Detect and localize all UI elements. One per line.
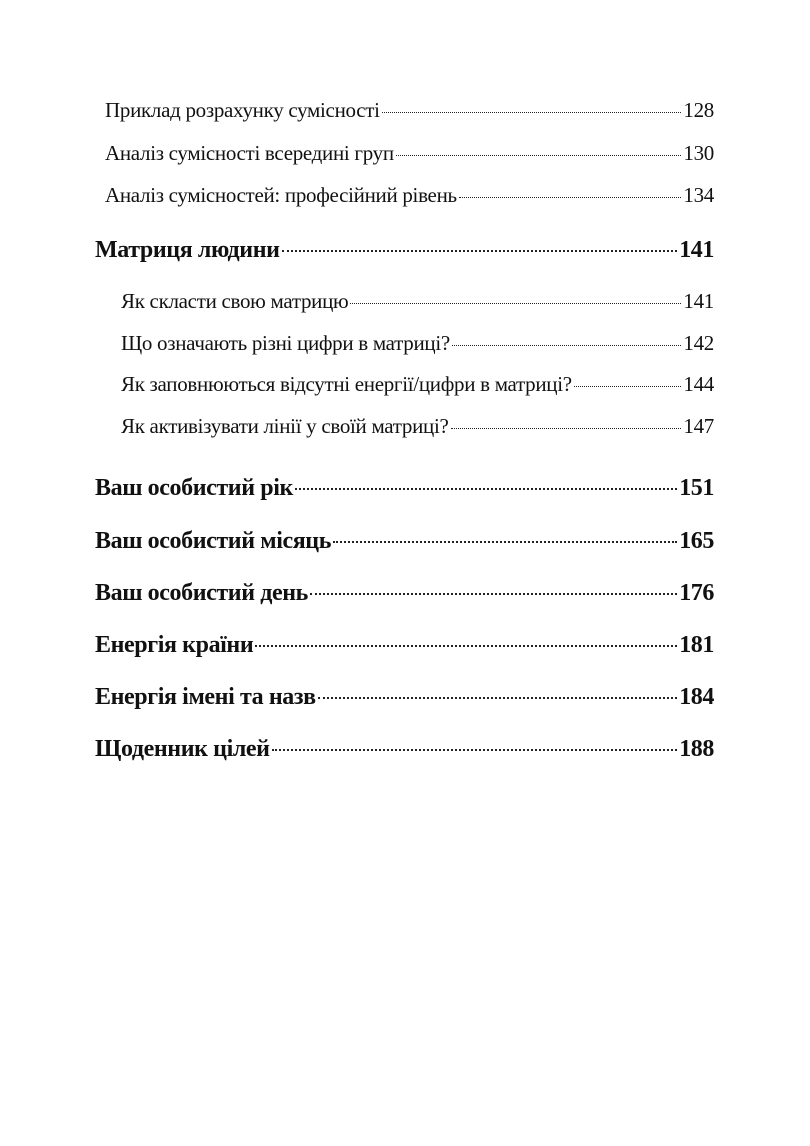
toc-entry-compatibility-example[interactable] <box>105 98 714 123</box>
toc-section-page: 176 <box>679 580 714 606</box>
toc-section-title: Ваш особистий місяць <box>95 528 332 554</box>
dot-leader <box>350 303 681 304</box>
dot-leader <box>574 386 682 387</box>
dot-leader <box>333 541 677 543</box>
dot-leader <box>452 345 681 346</box>
toc-entry-title: Як активізувати лінії у своїй матриці? <box>121 414 449 438</box>
dot-leader <box>451 428 682 429</box>
toc-section-page: 188 <box>679 736 714 762</box>
toc-section-personal-month[interactable] <box>95 528 714 555</box>
dot-leader <box>310 593 677 595</box>
toc-section-title: Енергія імені та назв <box>95 684 316 710</box>
dot-leader <box>272 749 678 751</box>
toc-entry-page: 142 <box>683 331 714 355</box>
toc-entry-matrix-numbers-meaning[interactable] <box>121 331 714 356</box>
dot-leader <box>459 197 682 198</box>
toc-section-personal-year[interactable] <box>95 475 714 502</box>
toc-section-title: Енергія країни <box>95 632 254 658</box>
toc-section-country-energy[interactable] <box>95 632 714 659</box>
dot-leader <box>295 488 677 490</box>
toc-entry-title: Як скласти свою матрицю <box>121 289 349 313</box>
toc-section-page: 151 <box>679 475 714 501</box>
toc-entry-title: Аналіз сумісностей: професійний рівень <box>105 183 457 207</box>
toc-entry-page: 128 <box>683 98 714 122</box>
toc-entry-missing-energies[interactable] <box>121 372 714 397</box>
toc-entry-group-compatibility[interactable] <box>105 141 714 166</box>
toc-section-page: 165 <box>679 528 714 554</box>
toc-entry-page: 130 <box>683 141 714 165</box>
dot-leader <box>382 112 682 113</box>
toc-entry-title: Як заповнюються відсутні енергії/цифри в матриці? <box>121 372 572 396</box>
toc-section-goals-diary[interactable] <box>95 736 714 763</box>
toc-section-human-matrix[interactable] <box>95 237 714 264</box>
toc-entry-page: 144 <box>683 372 714 396</box>
dot-leader <box>282 250 678 252</box>
toc-entry-page: 141 <box>683 289 714 313</box>
toc-entry-build-matrix[interactable] <box>121 289 714 314</box>
toc-entry-professional-compatibility[interactable] <box>105 183 714 208</box>
toc-section-page: 141 <box>679 237 714 263</box>
toc-entry-title: Що означають різні цифри в матриці? <box>121 331 450 355</box>
toc-section-title: Ваш особистий рік <box>95 475 293 501</box>
toc-section-title: Щоденник цілей <box>95 736 270 762</box>
dot-leader <box>396 155 682 156</box>
toc-section-page: 184 <box>679 684 714 710</box>
toc-section-personal-day[interactable] <box>95 580 714 607</box>
toc-section-title: Ваш особистий день <box>95 580 308 606</box>
dot-leader <box>318 697 678 699</box>
dot-leader <box>255 645 677 647</box>
toc-entry-page: 147 <box>683 414 714 438</box>
toc-entry-title: Приклад розрахунку сумісності <box>105 98 380 122</box>
toc-entry-title: Аналіз сумісності всередині груп <box>105 141 394 165</box>
toc-section-page: 181 <box>679 632 714 658</box>
toc-entry-activate-lines[interactable] <box>121 414 714 439</box>
toc-section-name-energy[interactable] <box>95 684 714 711</box>
toc-entry-page: 134 <box>683 183 714 207</box>
toc-section-title: Матриця людини <box>95 237 280 263</box>
